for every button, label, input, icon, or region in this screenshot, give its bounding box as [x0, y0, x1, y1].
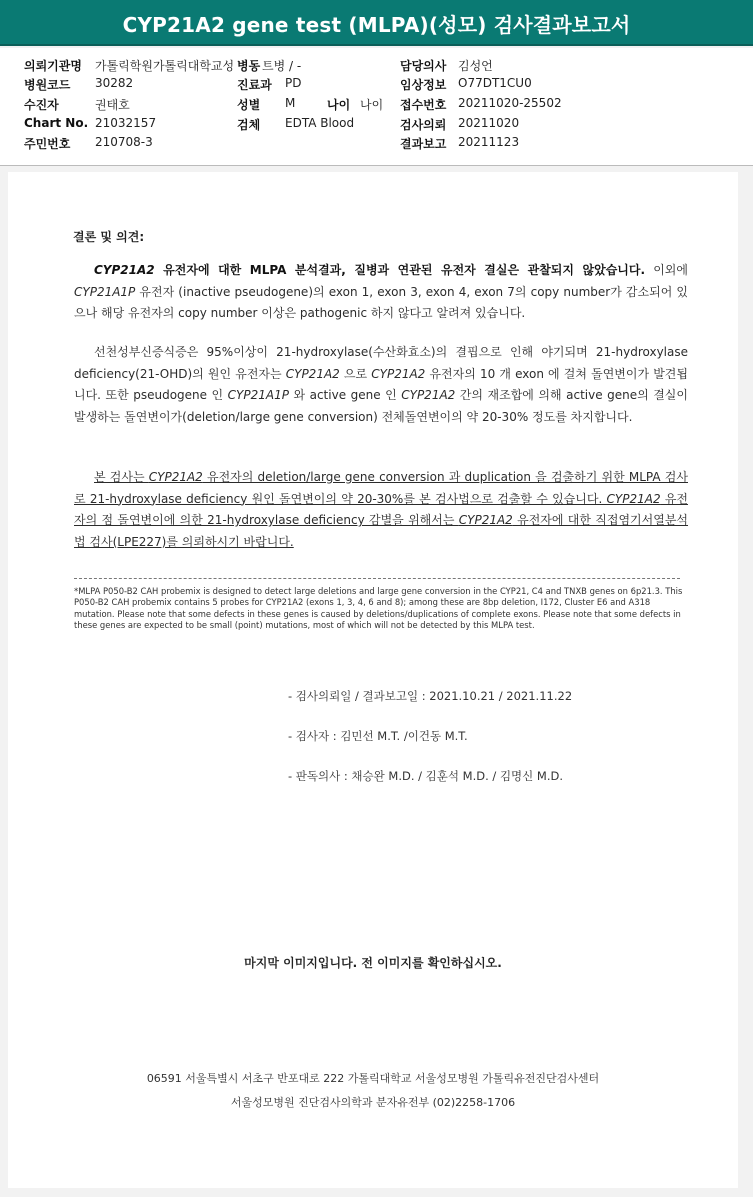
resident-id-label: 주민번호	[24, 137, 71, 151]
gene-name: CYP21A2	[94, 263, 155, 277]
method-paragraph	[74, 467, 688, 553]
age-label: 나이	[327, 98, 351, 112]
paragraph-text: 간의 재조합에 의해 active gene의 결실이 발생하는 돌연변이가(deletion/large gene conversion) 전체돌연변이의 약 20-30% 정도를 차지합니다.	[74, 388, 688, 424]
request-date-label: 검사의뢰	[400, 118, 447, 132]
specimen-label: 검체	[237, 118, 261, 132]
clinical-info-label: 임상정보	[400, 78, 447, 92]
ward-value: 트병 / -	[262, 59, 302, 73]
clinical-info-value: O77DT1CU0	[458, 76, 532, 90]
hospital-code-value: 30282	[95, 76, 134, 90]
gene-name: CYP21A2	[148, 470, 203, 484]
report-title: CYP21A2 gene test (MLPA)(성모) 검사결과보고서	[122, 13, 631, 37]
paragraph-text: 유전자의 10 개 exon 에 걸쳐 돌연변이가 발견됩니다. 또한 pseudogene 인	[74, 366, 688, 402]
gene-name: CYP21A2	[371, 366, 426, 381]
gene-name: CYP21A1P	[227, 388, 289, 402]
address-line-1: 06591 서울특별시 서초구 반포대로 222 가톨릭대학교 서울성모병원 가톨릭유전진단검사센터	[146, 1072, 600, 1085]
tester-line: - 검사자 : 김민선 M.T. /이건동 M.T.	[288, 729, 468, 743]
gene-name: CYP21A2	[285, 366, 340, 381]
paragraph-text: 선천성부신증식증은 95%이상이 21-hydroxylase(수산화효소)의 결핍으로 인해 야기되며 21-hydroxylase deficiency(21-OHD)의 원인 유전자는	[74, 345, 688, 381]
conclusion-heading: 결론 및 의견:	[73, 230, 145, 244]
chart-no-label: Chart No.	[24, 116, 89, 130]
specimen-value: EDTA Blood	[285, 116, 355, 130]
institution-value: 가톨릭학원가톨릭대학교성	[95, 59, 235, 73]
chart-no-value: 21032157	[95, 116, 157, 130]
paragraph-text: 유전자에 대한 직접염기서열분석법 검사(LPE227)를 의뢰하시기 바랍니다.	[74, 513, 689, 549]
reader-line: - 판독의사 : 채승완 M.D. / 김훈석 M.D. / 김명신 M.D.	[288, 769, 564, 783]
paragraph-text: 와 active gene 인	[288, 388, 402, 402]
gene-name: CYP21A2	[458, 513, 513, 527]
sex-label: 성별	[237, 98, 261, 112]
address-line-2: 서울성모병원 진단검사의학과 분자유전부 (02)2258-1706	[230, 1096, 516, 1109]
last-page-notice: 마지막 이미지입니다. 전 이미지를 확인하십시오.	[244, 956, 502, 970]
background-paragraph	[74, 342, 688, 428]
receipt-label: 접수번호	[400, 98, 447, 112]
examinee-value: 권태호	[95, 98, 130, 112]
dashed-divider	[74, 578, 680, 579]
report-page	[8, 172, 738, 1188]
report-date-label: 결과보고	[400, 137, 447, 151]
gene-name: CYP21A2	[606, 491, 661, 506]
dept-value: PD	[285, 76, 302, 90]
paragraph-text: 유전자의 점 돌연변이에 의한 21-hydroxylase deficiency 감별을 위해서는	[74, 491, 689, 527]
conclusion-bold-text: 유전자에 대한 MLPA 분석결과, 질병과 연관된 유전자 결실은 관찰되지 않았습니다.	[154, 263, 646, 277]
receipt-value: 20211020-25502	[458, 96, 562, 110]
request-date-value: 20211020	[458, 116, 520, 130]
ward-label: 병동	[237, 59, 261, 73]
age-value: 나이	[360, 98, 384, 112]
dept-label: 진료과	[237, 78, 272, 92]
paragraph-text: 이외에	[645, 263, 688, 277]
institution-label: 의뢰기관명	[24, 59, 82, 73]
sex-value: M	[285, 96, 296, 110]
paragraph-text: 유전자 (inactive pseudogene)의 exon 1, exon 3, exon 4, exon 7의 copy number가 감소되어 있으나 해당 유전자의 copy number 이상은 pathogenic 하지 않다고 알려져 있습니다.	[74, 284, 688, 320]
patient-info-header	[0, 48, 753, 166]
examinee-label: 수진자	[24, 98, 59, 112]
gene-name: CYP21A1P	[74, 284, 136, 299]
report-date-value: 20211123	[458, 135, 520, 149]
report-title-bar	[0, 0, 753, 46]
conclusion-paragraph	[74, 260, 688, 325]
physician-value: 김성언	[458, 59, 493, 73]
hospital-code-label: 병원코드	[24, 78, 71, 92]
resident-id-value: 210708-3	[95, 135, 153, 149]
paragraph-text: 으로	[339, 366, 372, 381]
paragraph-text: 본 검사는	[94, 470, 149, 484]
mlpa-footnote: *MLPA P050-B2 CAH probemix is designed to detect large deletions and large gene conversion in the CYP21, C4 and TNXB genes on 6p21.3. This P050-B2 CAH probemix contains 5 probes for CYP21A2 (exons 1, 3, 4, 6 and 8); among these are 8bp deletion, I172, Cluster E6 and A318 mutation. Please note that some defects in these genes is caused by deletions/duplications of complete exons. Please note that some defects in these genes are expected to be small (point) mutations, most of which will not be detected by this MLPA test.	[74, 586, 683, 631]
physician-label: 담당의사	[400, 59, 447, 73]
dates-line: - 검사의뢰일 / 결과보고일 : 2021.10.21 / 2021.11.22	[288, 689, 573, 703]
gene-name: CYP21A2	[401, 388, 456, 402]
paragraph-text: 유전자의 deletion/large gene conversion 과 duplication 을 검출하기 위한 MLPA 검사로 21-hydroxylase deficiency 원인 돌연변이의 약 20-30%를 본 검사법으로 검출할 수 있습니다.	[74, 470, 688, 506]
